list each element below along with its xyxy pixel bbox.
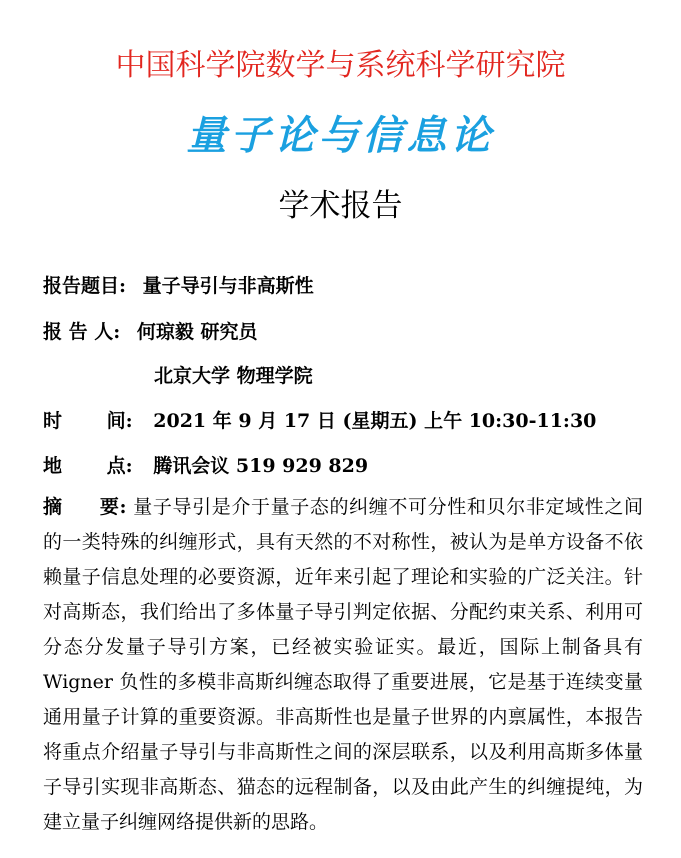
report-title-label: 报告题目: [43,275,127,297]
abstract-text: 量子导引是介于量子态的纠缠不可分性和贝尔非定域性之间的一类特殊的纠缠形式，具有天然的不对称性，被认为是单方设备不依赖量子信息处理的必要资源，近年来引起了理论和实验的广泛关注。针对高斯态，我们给出了多体量子导引判定依据、分配约束关系、利用可分态分发量子导引方案，已经被实验证实。最近，国际上制备具有 Wigner 负性的多模非高斯纠缠态取得了重要进展，它是基于连续变量通用量子计算的重要资源。非高斯性也是量子世界的内禀属性，本报告将重点介绍量子导引与非高斯性之间的深层联系，以及利用高斯多体量子导引实现非高斯态、猫态的远程制备，以及由此产生的纠缠提纯，为建立量子纠缠网络提供新的思路。 [43,496,643,833]
document-kind-heading: 学术报告 [278,188,403,224]
speaker-row [43,317,258,344]
speaker-label: 报 告 人: [43,321,121,343]
place-row [43,451,368,478]
institution-title: 中国科学院数学与系统科学研究院 [115,48,566,83]
place-value: 腾讯会议 519 929 829 [153,455,369,477]
speaker-value: 何琼毅 研究员 [136,321,258,343]
place-label: 地 点: [43,455,133,477]
report-title-value: 量子导引与非高斯性 [142,275,314,297]
time-value: 2021 年 9 月 17 日 (星期五) 上午 10:30-11:30 [153,410,597,432]
report-title-row [43,271,314,298]
affiliation-row [154,361,313,388]
abstract-paragraph [43,490,643,840]
time-label: 时 间: [43,410,133,432]
abstract-label: 摘 要: [43,496,127,518]
time-row [43,406,596,433]
affiliation-value: 北京大学 物理学院 [154,365,313,387]
seminar-series-title: 量子论与信息论 [186,112,495,159]
